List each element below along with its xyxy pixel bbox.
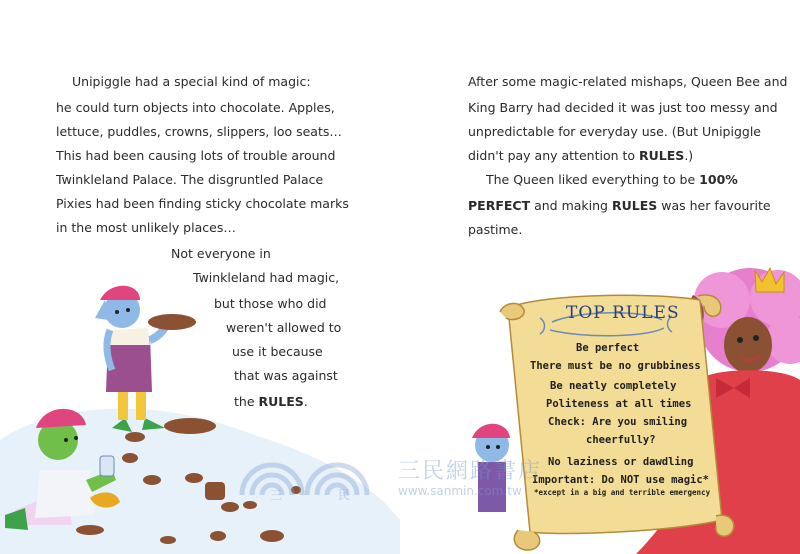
watermark-char: 民 (338, 488, 351, 502)
body-line: Not everyone in (171, 246, 271, 261)
body-line: in the most unlikely places… (56, 220, 236, 235)
rules-emphasis: RULES (639, 148, 685, 163)
body-line: use it because (232, 344, 323, 359)
scroll-footnote: *except in a big and terrible emergency (534, 488, 711, 497)
text-run: .) (684, 148, 694, 163)
body-line (468, 148, 693, 164)
scroll-rule: cheerfully? (586, 434, 656, 446)
percent-emphasis: 100% (699, 172, 738, 187)
scroll-rule: Be perfect (576, 342, 640, 354)
text-run: didn't pay any attention to (468, 148, 640, 163)
scroll-rule: There must be no grubbiness (530, 360, 701, 372)
text-run: and making (530, 198, 612, 213)
scroll-rule: Important: Do NOT use magic* (532, 474, 710, 486)
body-line: that was against (234, 368, 338, 383)
text-run: The Queen liked everything to be (486, 172, 700, 187)
body-line: Twinkleland Palace. The disgruntled Palace (56, 172, 324, 187)
watermark-url: www.sanmin.com.tw (398, 484, 522, 498)
scroll-rule: Politeness at all times (546, 398, 692, 410)
watermark-char: 三 (270, 488, 283, 502)
scroll-title: TOP RULES (566, 303, 680, 323)
body-line: unpredictable for everyday use. (But Unipiggle (468, 124, 761, 139)
text-run: was her favourite (657, 198, 771, 213)
text-run: the (234, 394, 259, 409)
body-line: pastime. (468, 222, 523, 237)
body-line: lettuce, puddles, crowns, slippers, loo seats… (56, 124, 342, 139)
text-run: . (303, 394, 308, 409)
rules-emphasis: RULES (258, 394, 304, 409)
body-line: Twinkleland had magic, (193, 270, 340, 285)
body-line: Unipiggle had a special kind of magic: (72, 74, 311, 89)
body-line: This had been causing lots of trouble around (56, 148, 336, 163)
watermark-rainbow-logo (232, 430, 382, 500)
perfect-emphasis: PERFECT (468, 198, 531, 213)
scroll-rule: Check: Are you smiling (548, 416, 688, 428)
body-line (486, 172, 738, 188)
scroll-rule: Be neatly completely (550, 380, 677, 392)
scroll-rule: No laziness or dawdling (548, 456, 694, 468)
watermark-text: 三民網路書店 (398, 459, 543, 484)
body-line (468, 198, 771, 214)
rules-emphasis: RULES (611, 198, 658, 213)
body-line-rules (234, 394, 308, 410)
body-line: Pixies had been finding sticky chocolate marks (56, 196, 349, 211)
body-line: weren't allowed to (226, 320, 342, 335)
body-line: but those who did (214, 296, 327, 311)
body-line: After some magic-related mishaps, Queen Bee and (468, 74, 788, 89)
body-line: King Barry had decided it was just too messy and (468, 100, 778, 115)
body-line: he could turn objects into chocolate. Apples, (56, 100, 335, 115)
